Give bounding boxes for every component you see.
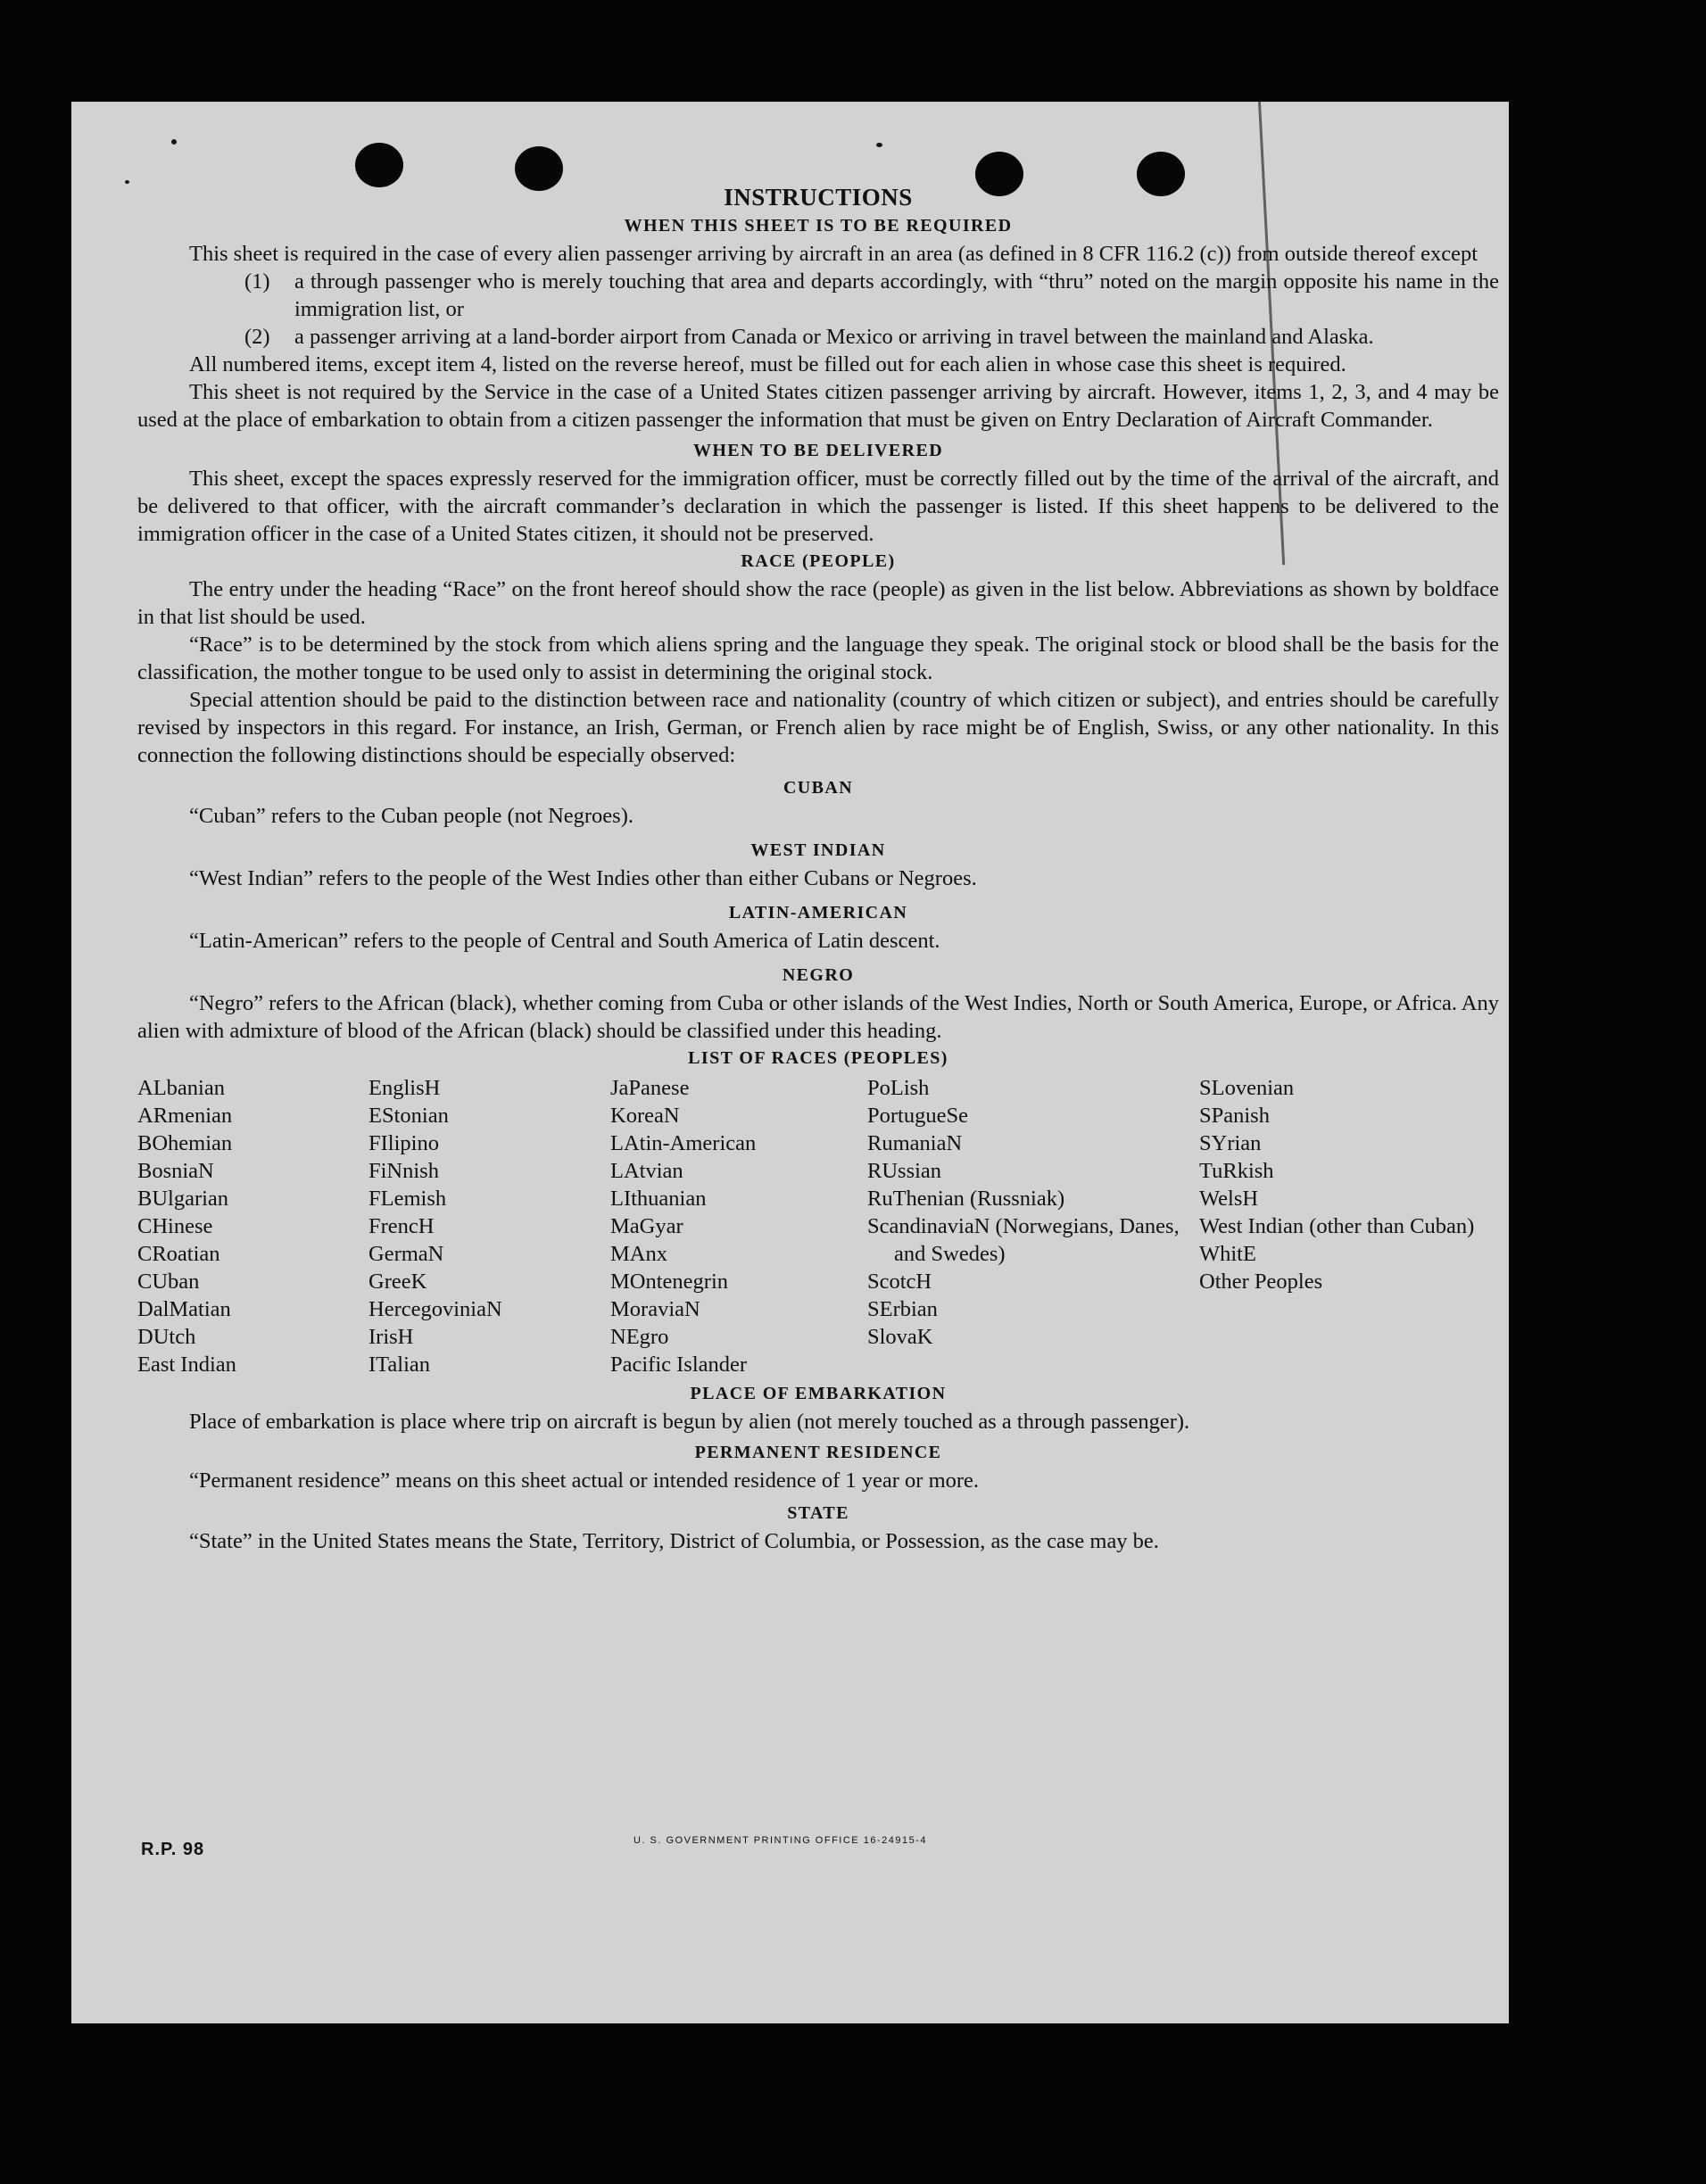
- document-sheet: [71, 102, 1509, 2023]
- race-entry: East Indian: [137, 1353, 236, 1377]
- race-entry: FIlipino: [369, 1131, 439, 1155]
- instructions-body: [137, 182, 1499, 1555]
- race-entry: EStonian: [369, 1104, 449, 1128]
- section-heading-required: WHEN THIS SHEET IS TO BE REQUIRED: [624, 216, 1013, 236]
- exception-number: (2): [244, 325, 270, 349]
- section-heading-delivered: WHEN TO BE DELIVERED: [692, 441, 944, 460]
- race-entry: SlovaK: [867, 1325, 933, 1349]
- race-entry: HercegoviniaN: [369, 1297, 502, 1321]
- races-column: [610, 1074, 867, 1378]
- race-entry: IrisH: [369, 1325, 414, 1349]
- ink-speck: [171, 139, 177, 145]
- residence-paragraph: “Permanent residence” means on this sheet actual or intended residence of 1 year or more.: [189, 1468, 980, 1493]
- exception-number: (1): [244, 269, 270, 294]
- races-column: [369, 1074, 610, 1378]
- race-entry: EnglisH: [369, 1076, 441, 1100]
- race-entry: RumaniaN: [867, 1131, 963, 1155]
- race-entry: SYrian: [1199, 1131, 1262, 1155]
- race-entry: BUlgarian: [137, 1187, 229, 1211]
- negro-paragraph: “Negro” refers to the African (black), whether coming from Cuba or other islands of the West Indies, North or South America, Europe, or Africa. Any alien with admixture of blood of the African (black) should be classified under this heading.: [137, 991, 1499, 1043]
- race-entry: MAnx: [610, 1242, 667, 1266]
- delivered-paragraph: This sheet, except the spaces expressly reserved for the immigration officer, must be correctly filled out by the time of the arrival of the aircraft, and be delivered to that officer, with the aircraft commander’s declaration in which the passenger is listed. If this sheet happens to be delivered to the immigration officer in the case of a United States citizen, it should not be preserved.: [137, 467, 1499, 546]
- race-entry: ITalian: [369, 1353, 431, 1377]
- section-heading-cuban: CUBAN: [783, 778, 854, 798]
- exception-text: a passenger arriving at a land-border airport from Canada or Mexico or arriving in travel between the mainland and Alaska.: [294, 325, 1374, 349]
- race-entry: PoLish: [867, 1076, 930, 1100]
- race-entry: RUssian: [867, 1159, 942, 1183]
- race-entry: WhitE: [1199, 1242, 1256, 1266]
- races-column: [1199, 1074, 1494, 1378]
- state-paragraph: “State” in the United States means the State, Territory, District of Columbia, or Possession, as the case may be.: [189, 1529, 1159, 1553]
- race-paragraph-1: The entry under the heading “Race” on the front hereof should show the race (people) as given in the list below. Abbreviations as shown by boldface in that list should be used.: [137, 577, 1499, 629]
- race-paragraph-2: “Race” is to be determined by the stock from which aliens spring and the language they speak. The original stock or blood shall be the basis for the classification, the mother tongue to be used only to assist in determining the original stock.: [137, 633, 1499, 684]
- race-entry: ScotcH: [867, 1270, 932, 1294]
- race-entry: BOhemian: [137, 1131, 233, 1155]
- section-heading-west-indian: WEST INDIAN: [750, 840, 886, 860]
- section-heading-residence: PERMANENT RESIDENCE: [694, 1443, 942, 1462]
- citizen-paragraph: This sheet is not required by the Service in the case of a United States citizen passenger arriving by aircraft. However, items 1, 2, 3, and 4 may be used at the place of embarkation to obtain from a citizen passenger the information that must be given on Entry Declaration of Aircraft Commander.: [137, 380, 1499, 432]
- section-heading-latin-american: LATIN-AMERICAN: [728, 903, 908, 922]
- race-entry: NEgro: [610, 1325, 669, 1349]
- section-heading-race: RACE (PEOPLE): [741, 551, 896, 571]
- races-column: [137, 1074, 369, 1378]
- race-entry: MaGyar: [610, 1214, 683, 1238]
- race-entry: CRoatian: [137, 1242, 220, 1266]
- race-entry: SLovenian: [1199, 1076, 1295, 1100]
- race-entry: WelsH: [1199, 1187, 1259, 1211]
- section-heading-embarkation: PLACE OF EMBARKATION: [690, 1384, 947, 1403]
- race-entry: JaPanese: [610, 1076, 690, 1100]
- west-indian-paragraph: “West Indian” refers to the people of the West Indies other than either Cubans or Negroes.: [189, 866, 977, 890]
- races-list: [137, 1074, 1499, 1378]
- race-entry: CHinese: [137, 1214, 213, 1238]
- ink-speck: [125, 180, 129, 184]
- race-entry: LAtin-American: [610, 1131, 757, 1155]
- race-entry: DUtch: [137, 1325, 196, 1349]
- race-entry: PortugueSe: [867, 1104, 968, 1128]
- cuban-paragraph: “Cuban” refers to the Cuban people (not Negroes).: [189, 804, 634, 828]
- punch-hole: [355, 143, 403, 187]
- race-entry: GreeK: [369, 1270, 427, 1294]
- numbered-items-paragraph: All numbered items, except item 4, listed on the reverse hereof, must be filled out for each alien in whose case this sheet is required.: [189, 352, 1346, 376]
- race-entry: FiNnish: [369, 1159, 439, 1183]
- race-entry: SPanish: [1199, 1104, 1270, 1128]
- race-entry: FLemish: [369, 1187, 447, 1211]
- printer-imprint: U. S. GOVERNMENT PRINTING OFFICE 16-24915-4: [634, 1835, 927, 1846]
- race-paragraph-3: Special attention should be paid to the distinction between race and nationality (country of which citizen or subject), and entries should be carefully revised by inspectors in this regard. For instance, an Irish, German, or French alien by race might be of English, Swiss, or any other nationality. In this connection the following distinctions should be especially observed:: [137, 688, 1499, 767]
- exception-text: a through passenger who is merely touching that area and departs accordingly, with “thru” noted on the margin opposite his name in the immigration list, or: [294, 269, 1499, 321]
- exception-item: [244, 268, 1499, 323]
- race-entry: FrencH: [369, 1214, 435, 1238]
- form-number: R.P. 98: [141, 1840, 205, 1859]
- ink-speck: [876, 143, 882, 147]
- races-column: [867, 1074, 1199, 1378]
- race-entry: GermaN: [369, 1242, 444, 1266]
- race-entry: LIthuanian: [610, 1187, 707, 1211]
- race-entry: LAtvian: [610, 1159, 683, 1183]
- race-entry: ScandinaviaN (Norwegians, Danes, and Swedes): [867, 1214, 1180, 1266]
- section-heading-negro: NEGRO: [782, 965, 855, 985]
- section-heading-state: STATE: [787, 1503, 849, 1523]
- race-entry: MoraviaN: [610, 1297, 700, 1321]
- race-entry: Other Peoples: [1199, 1270, 1323, 1294]
- exception-item: [244, 323, 1499, 351]
- latin-american-paragraph: “Latin-American” refers to the people of Central and South America of Latin descent.: [189, 929, 940, 953]
- race-entry: Pacific Islander: [610, 1353, 748, 1377]
- race-entry: ALbanian: [137, 1076, 225, 1100]
- page-title: INSTRUCTIONS: [724, 184, 913, 211]
- race-entry: MOntenegrin: [610, 1270, 728, 1294]
- section-heading-races-list: LIST OF RACES (PEOPLES): [688, 1048, 948, 1068]
- race-entry: SErbian: [867, 1297, 938, 1321]
- race-entry: CUban: [137, 1270, 200, 1294]
- race-entry: RuThenian (Russniak): [867, 1187, 1065, 1211]
- race-entry: BosniaN: [137, 1159, 214, 1183]
- race-entry: TuRkish: [1199, 1159, 1274, 1183]
- race-entry: KoreaN: [610, 1104, 680, 1128]
- race-entry: ARmenian: [137, 1104, 233, 1128]
- required-intro: This sheet is required in the case of every alien passenger arriving by aircraft in an area (as defined in 8 CFR 116.2 (c)) from outside thereof except: [189, 242, 1478, 266]
- race-entry: DalMatian: [137, 1297, 231, 1321]
- embarkation-paragraph: Place of embarkation is place where trip on aircraft is begun by alien (not merely touched as a through passenger).: [189, 1410, 1190, 1434]
- race-entry: West Indian (other than Cuban): [1199, 1214, 1475, 1238]
